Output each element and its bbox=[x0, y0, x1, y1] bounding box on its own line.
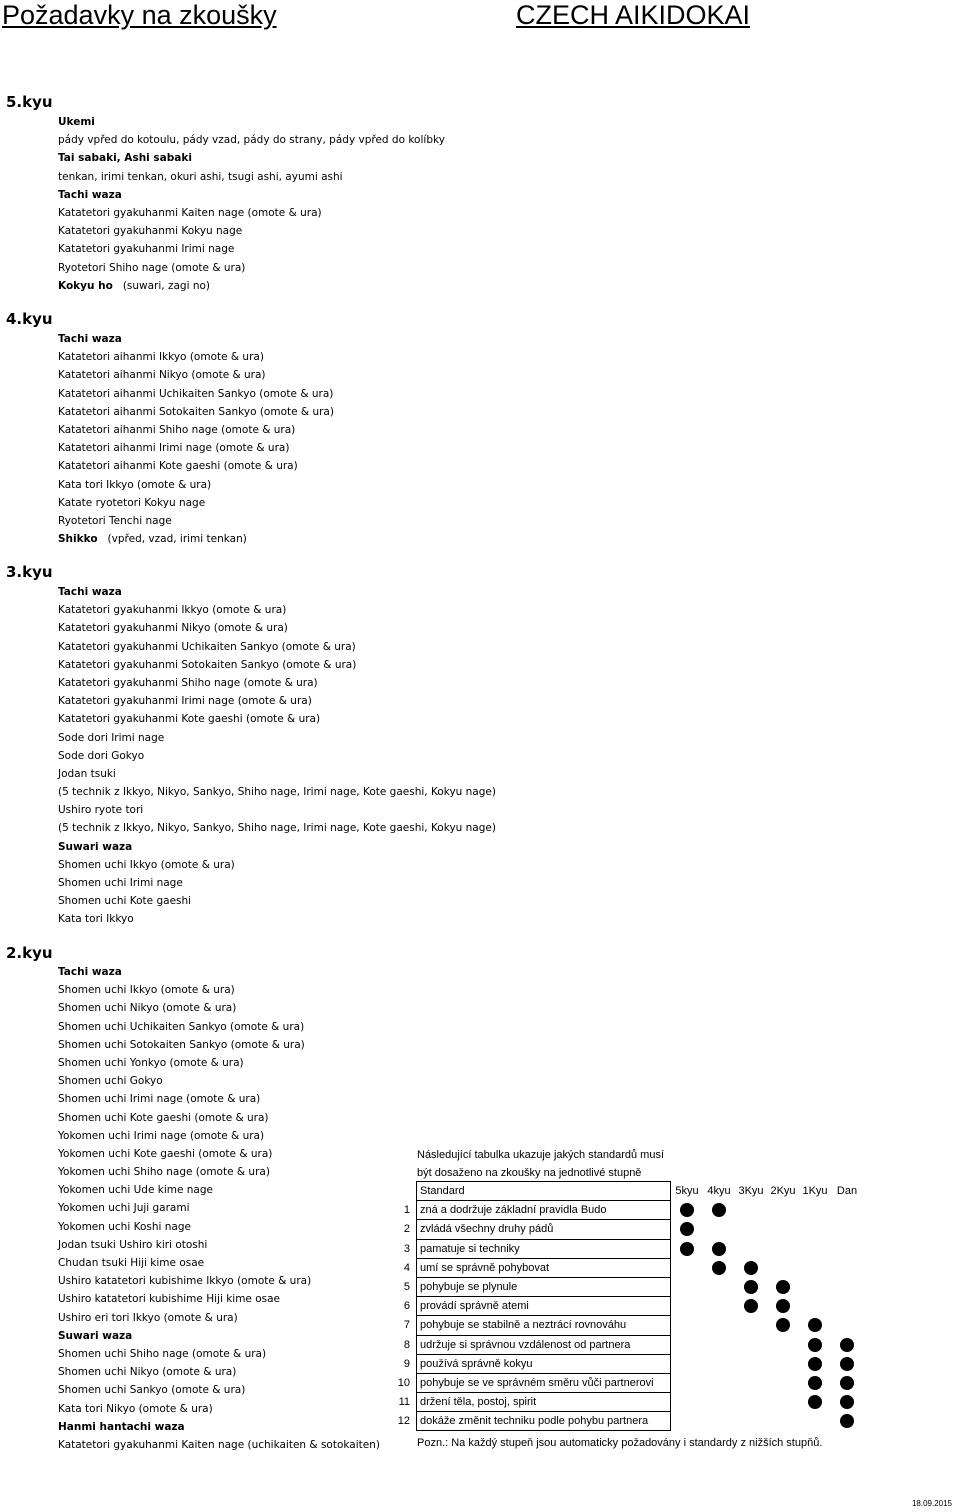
technique-text: Katatetori aihanmi Irimi nage (omote & ura) bbox=[58, 442, 290, 455]
technique-text: Katatetori aihanmi Kote gaeshi (omote & ura) bbox=[58, 460, 298, 473]
level-cell bbox=[671, 1316, 704, 1335]
technique-line bbox=[58, 856, 578, 874]
level-cell bbox=[735, 1277, 767, 1296]
page-header bbox=[0, 0, 960, 40]
technique-text: Katatetori gyakuhanmi Kaiten nage (uchikaiten & sotokaiten) bbox=[58, 1438, 380, 1451]
required-dot-icon bbox=[840, 1376, 854, 1390]
level-cell bbox=[799, 1316, 831, 1335]
standard-text: pohybuje se ve správném směru vůči partnerovi bbox=[417, 1373, 671, 1392]
technique-text: Sode dori Irimi nage bbox=[58, 731, 165, 744]
level-cell bbox=[767, 1335, 799, 1354]
level-cell bbox=[735, 1258, 767, 1277]
technique-text: Ushiro katatetori kubishime Ikkyo (omote & ura) bbox=[58, 1275, 312, 1288]
level-cell bbox=[735, 1201, 767, 1220]
level-cell bbox=[703, 1316, 735, 1335]
level-cell bbox=[671, 1412, 704, 1431]
level-cell bbox=[799, 1220, 831, 1239]
technique-text: Jodan tsuki bbox=[58, 767, 116, 780]
technique-text: Katatetori gyakuhanmi Kote gaeshi (omote & ura) bbox=[58, 713, 321, 726]
level-cell bbox=[703, 1220, 735, 1239]
level-cell bbox=[671, 1277, 704, 1296]
footer-date: 18.09.2015 bbox=[911, 1499, 952, 1508]
level-cell bbox=[671, 1335, 704, 1354]
required-dot-icon bbox=[744, 1261, 758, 1275]
standard-number: 7 bbox=[403, 1319, 410, 1332]
standard-text: zná a dodržuje základní pravidla Budo bbox=[417, 1201, 671, 1220]
required-dot-icon bbox=[712, 1242, 726, 1256]
level-cell bbox=[799, 1354, 831, 1373]
level-cell bbox=[799, 1239, 831, 1258]
technique-line bbox=[58, 348, 578, 366]
technique-text: Chudan tsuki Hiji kime osae bbox=[58, 1257, 205, 1269]
technique-text: Shomen uchi Gokyo bbox=[58, 1075, 163, 1088]
level-cell bbox=[767, 1258, 799, 1277]
technique-line bbox=[58, 674, 578, 692]
kyu-label-4: 4.kyu bbox=[6, 310, 53, 328]
standards-table bbox=[393, 1181, 864, 1431]
standard-text: držení těla, postoj, spirit bbox=[417, 1393, 671, 1412]
standard-text: pamatuje si techniky bbox=[417, 1239, 671, 1258]
technique-heading bbox=[58, 277, 578, 295]
level-cell bbox=[831, 1316, 863, 1335]
technique-text: Katatetori gyakuhanmi Irimi nage (omote & ura) bbox=[58, 695, 312, 708]
level-cell bbox=[735, 1354, 767, 1373]
technique-line bbox=[58, 710, 578, 728]
level-cell bbox=[831, 1393, 863, 1412]
standards-header-label: Standard bbox=[417, 1182, 671, 1201]
technique-line bbox=[58, 366, 578, 384]
level-cell bbox=[671, 1220, 704, 1239]
technique-heading bbox=[58, 583, 578, 601]
technique-line bbox=[58, 619, 578, 637]
level-cell bbox=[799, 1277, 831, 1296]
level-cell bbox=[767, 1412, 799, 1431]
technique-text: Shomen uchi Uchikaiten Sankyo (omote & ura) bbox=[58, 1020, 305, 1033]
technique-text: Yokomen uchi Irimi nage (omote & ura) bbox=[58, 1129, 265, 1142]
technique-text: (5 technik z Ikkyo, Nikyo, Sankyo, Shiho nage, Irimi nage, Kote gaeshi, Kokyu nage) bbox=[58, 786, 496, 799]
technique-heading bbox=[58, 838, 578, 856]
technique-line bbox=[58, 874, 578, 892]
kyu-4-techniques bbox=[58, 330, 578, 548]
technique-text: Shomen uchi Sotokaiten Sankyo (omote & ura) bbox=[58, 1038, 305, 1051]
technique-heading bbox=[58, 530, 578, 548]
technique-line bbox=[58, 601, 578, 619]
required-dot-icon bbox=[712, 1203, 726, 1217]
technique-line bbox=[58, 747, 578, 765]
technique-text: Katatetori aihanmi Sotokaiten Sankyo (omote & ura) bbox=[58, 405, 334, 418]
technique-text: Shomen uchi Nikyo (omote & ura) bbox=[58, 1002, 237, 1015]
required-dot-icon bbox=[840, 1338, 854, 1352]
technique-line bbox=[58, 439, 578, 457]
kyu-3-techniques bbox=[58, 583, 578, 929]
technique-text: (5 technik z Ikkyo, Nikyo, Sankyo, Shiho nage, Irimi nage, Kote gaeshi, Kokyu nage) bbox=[58, 822, 496, 835]
technique-text: Tachi waza bbox=[58, 966, 122, 978]
technique-text: Shomen uchi Kote gaeshi (omote & ura) bbox=[58, 1111, 269, 1124]
level-header: 1Kyu bbox=[802, 1185, 828, 1198]
standard-row bbox=[393, 1412, 863, 1431]
technique-line bbox=[58, 656, 578, 674]
level-cell bbox=[735, 1220, 767, 1239]
standard-text: provádí správně atemi bbox=[417, 1297, 671, 1316]
level-cell bbox=[767, 1297, 799, 1316]
technique-text: Katatetori gyakuhanmi Uchikaiten Sankyo (omote & ura) bbox=[58, 640, 356, 653]
level-cell bbox=[703, 1277, 735, 1296]
technique-text: Ushiro ryote tori bbox=[58, 804, 144, 817]
required-dot-icon bbox=[808, 1376, 822, 1390]
technique-line bbox=[58, 801, 578, 819]
technique-extra: (vpřed, vzad, irimi tenkan) bbox=[107, 533, 247, 546]
technique-text: pády vpřed do kotoulu, pády vzad, pády do strany, pády vpřed do kolíbky bbox=[58, 134, 445, 147]
level-cell bbox=[703, 1335, 735, 1354]
technique-text: Shomen uchi Ikkyo (omote & ura) bbox=[58, 858, 235, 871]
technique-text: Kata tori Nikyo (omote & ura) bbox=[58, 1402, 213, 1415]
required-dot-icon bbox=[776, 1318, 790, 1332]
technique-text: Katatetori gyakuhanmi Kokyu nage bbox=[58, 225, 243, 238]
club-name: CZECH AIKIDOKAI bbox=[516, 0, 751, 30]
technique-line bbox=[58, 385, 578, 403]
required-dot-icon bbox=[680, 1242, 694, 1256]
level-cell bbox=[671, 1354, 704, 1373]
technique-text: Shomen uchi Irimi nage bbox=[58, 877, 183, 889]
technique-line bbox=[58, 259, 578, 277]
technique-text: Yokomen uchi Shiho nage (omote & ura) bbox=[58, 1166, 270, 1179]
required-dot-icon bbox=[808, 1338, 822, 1352]
level-cell bbox=[799, 1201, 831, 1220]
level-cell bbox=[735, 1412, 767, 1431]
standards-body bbox=[393, 1201, 863, 1431]
required-dot-icon bbox=[680, 1203, 694, 1217]
technique-text: Ryotetori Shiho nage (omote & ura) bbox=[58, 261, 246, 274]
standards-intro bbox=[417, 1146, 664, 1182]
technique-text: Shomen uchi Sankyo (omote & ura) bbox=[58, 1384, 246, 1397]
technique-text: Shomen uchi Shiho nage (omote & ura) bbox=[58, 1347, 267, 1360]
level-header: 3Kyu bbox=[738, 1185, 764, 1198]
technique-line bbox=[58, 494, 578, 512]
standard-text: udržuje si správnou vzdálenost od partnera bbox=[417, 1335, 671, 1354]
required-dot-icon bbox=[744, 1280, 758, 1294]
standards-footnote: Pozn.: Na každý stupeň jsou automaticky požadovány i standardy z nižších stupňů. bbox=[417, 1437, 823, 1449]
standard-number: 2 bbox=[403, 1223, 410, 1236]
technique-text: Shomen uchi Kote gaeshi bbox=[58, 895, 192, 908]
technique-text: Yokomen uchi Ude kime nage bbox=[58, 1184, 213, 1197]
level-cell bbox=[831, 1258, 863, 1277]
level-cell bbox=[799, 1258, 831, 1277]
technique-text: Katatetori gyakuhanmi Irimi nage bbox=[58, 243, 235, 256]
level-header: 4kyu bbox=[707, 1185, 731, 1198]
kyu-label-3: 3.kyu bbox=[6, 563, 53, 581]
standard-number: 5 bbox=[403, 1281, 410, 1294]
level-cell bbox=[767, 1220, 799, 1239]
level-cell bbox=[831, 1239, 863, 1258]
technique-line bbox=[58, 1072, 578, 1090]
level-cell bbox=[735, 1297, 767, 1316]
level-cell bbox=[831, 1220, 863, 1239]
standard-text: umí se správně pohybovat bbox=[417, 1258, 671, 1277]
technique-line bbox=[58, 204, 578, 222]
technique-heading bbox=[58, 113, 578, 131]
required-dot-icon bbox=[776, 1280, 790, 1294]
technique-extra: (suwari, zagi no) bbox=[122, 279, 211, 292]
required-dot-icon bbox=[840, 1357, 854, 1371]
technique-text: Kata tori Ikkyo (omote & ura) bbox=[58, 478, 212, 491]
required-dot-icon bbox=[808, 1357, 822, 1371]
technique-line bbox=[58, 910, 578, 928]
technique-text: Yokomen uchi Kote gaeshi (omote & ura) bbox=[58, 1147, 273, 1160]
technique-text: Shomen uchi Yonkyo (omote & ura) bbox=[58, 1056, 244, 1069]
kyu-label-5: 5.kyu bbox=[6, 93, 53, 111]
technique-text: Ryotetori Tenchi nage bbox=[58, 514, 172, 527]
level-cell bbox=[831, 1373, 863, 1392]
kyu-5-techniques bbox=[58, 113, 578, 295]
level-cell bbox=[735, 1335, 767, 1354]
required-dot-icon bbox=[840, 1395, 854, 1409]
technique-line bbox=[58, 240, 578, 258]
technique-line bbox=[58, 783, 578, 801]
standard-row bbox=[393, 1277, 863, 1296]
technique-text: tenkan, irimi tenkan, okuri ashi, tsugi ashi, ayumi ashi bbox=[58, 170, 343, 183]
level-header: 5kyu bbox=[675, 1185, 699, 1198]
technique-line bbox=[58, 1090, 578, 1108]
technique-line bbox=[58, 819, 578, 837]
level-cell bbox=[671, 1239, 704, 1258]
level-cell bbox=[767, 1239, 799, 1258]
technique-line bbox=[58, 403, 578, 421]
technique-text: Kokyu ho bbox=[58, 279, 113, 292]
technique-line bbox=[58, 638, 578, 656]
level-cell bbox=[735, 1316, 767, 1335]
standards-intro-line1: Následující tabulka ukazuje jakých standardů musí bbox=[417, 1149, 665, 1161]
technique-line bbox=[58, 512, 578, 530]
technique-line bbox=[58, 892, 578, 910]
technique-text: Suwari waza bbox=[58, 840, 133, 853]
technique-line bbox=[58, 729, 578, 747]
level-cell bbox=[831, 1412, 863, 1431]
level-cell bbox=[735, 1239, 767, 1258]
level-cell bbox=[799, 1412, 831, 1431]
technique-line bbox=[58, 1127, 578, 1145]
technique-heading bbox=[58, 330, 578, 348]
level-cell bbox=[703, 1258, 735, 1277]
standard-number: 9 bbox=[403, 1357, 410, 1370]
level-cell bbox=[799, 1335, 831, 1354]
standard-number: 1 bbox=[403, 1204, 410, 1217]
technique-heading bbox=[58, 963, 578, 981]
level-cell bbox=[831, 1201, 863, 1220]
standard-row bbox=[393, 1239, 863, 1258]
standard-row bbox=[393, 1335, 863, 1354]
standard-text: pohybuje se stabilně a neztrácí rovnováhu bbox=[417, 1316, 671, 1335]
standard-row bbox=[393, 1316, 863, 1335]
technique-line bbox=[58, 765, 578, 783]
technique-text: Ushiro eri tori Ikkyo (omote & ura) bbox=[58, 1311, 238, 1324]
technique-line bbox=[58, 476, 578, 494]
kyu-label-2: 2.kyu bbox=[6, 944, 53, 962]
standard-number: 8 bbox=[403, 1338, 410, 1351]
level-cell bbox=[703, 1239, 735, 1258]
technique-text: Shomen uchi Nikyo (omote & ura) bbox=[58, 1366, 237, 1379]
standard-number: 3 bbox=[403, 1242, 410, 1255]
technique-line bbox=[58, 1109, 578, 1127]
technique-text: Ukemi bbox=[58, 116, 95, 128]
level-header: 2Kyu bbox=[770, 1185, 796, 1198]
technique-text: Shomen uchi Irimi nage (omote & ura) bbox=[58, 1093, 261, 1106]
standard-text: zvládá všechny druhy pádů bbox=[417, 1220, 671, 1239]
technique-text: Shomen uchi Ikkyo (omote & ura) bbox=[58, 984, 235, 997]
technique-text: Katatetori aihanmi Shiho nage (omote & ura) bbox=[58, 423, 296, 436]
level-cell bbox=[799, 1373, 831, 1392]
level-cell bbox=[831, 1277, 863, 1296]
level-cell bbox=[671, 1297, 704, 1316]
standard-row bbox=[393, 1220, 863, 1239]
technique-text: Katatetori aihanmi Nikyo (omote & ura) bbox=[58, 369, 266, 382]
required-dot-icon bbox=[744, 1299, 758, 1313]
technique-text: Tachi waza bbox=[58, 188, 122, 201]
technique-line bbox=[58, 222, 578, 240]
level-cell bbox=[735, 1393, 767, 1412]
technique-line bbox=[58, 1018, 578, 1036]
technique-text: Yokomen uchi Koshi nage bbox=[58, 1220, 191, 1233]
level-cell bbox=[767, 1373, 799, 1392]
technique-text: Tachi waza bbox=[58, 333, 122, 345]
level-cell bbox=[703, 1412, 735, 1431]
level-cell bbox=[831, 1354, 863, 1373]
level-header: Dan bbox=[836, 1185, 858, 1198]
standard-number: 12 bbox=[397, 1415, 410, 1428]
level-cell bbox=[703, 1354, 735, 1373]
level-cell bbox=[767, 1316, 799, 1335]
level-cell bbox=[703, 1201, 735, 1220]
technique-heading bbox=[58, 186, 578, 204]
level-cell bbox=[703, 1373, 735, 1392]
technique-text: Katatetori gyakuhanmi Sotokaiten Sankyo (omote & ura) bbox=[58, 658, 357, 671]
technique-line bbox=[58, 999, 578, 1017]
level-cell bbox=[671, 1373, 704, 1392]
technique-heading bbox=[58, 149, 578, 167]
technique-text: Katatetori aihanmi Uchikaiten Sankyo (omote & ura) bbox=[58, 387, 334, 400]
technique-line bbox=[58, 692, 578, 710]
standard-number: 6 bbox=[403, 1300, 410, 1313]
standard-number: 10 bbox=[397, 1376, 410, 1389]
technique-text: Suwari waza bbox=[58, 1329, 133, 1342]
standard-text: dokáže změnit techniku podle pohybu partnera bbox=[417, 1412, 671, 1431]
technique-line bbox=[58, 457, 578, 475]
level-cell bbox=[767, 1393, 799, 1412]
technique-text: Ushiro katatetori kubishime Hiji kime osae bbox=[58, 1293, 281, 1306]
level-cell bbox=[767, 1277, 799, 1296]
level-cell bbox=[831, 1297, 863, 1316]
technique-text: Katate ryotetori Kokyu nage bbox=[58, 496, 206, 509]
level-cell bbox=[767, 1201, 799, 1220]
technique-line bbox=[58, 1054, 578, 1072]
standard-number: 11 bbox=[398, 1396, 410, 1409]
technique-line bbox=[58, 421, 578, 439]
required-dot-icon bbox=[808, 1318, 822, 1332]
technique-line bbox=[58, 981, 578, 999]
level-cell bbox=[703, 1297, 735, 1316]
technique-text: Hanmi hantachi waza bbox=[58, 1420, 185, 1433]
standard-text: používá správně kokyu bbox=[417, 1354, 671, 1373]
technique-text: Sode dori Gokyo bbox=[58, 749, 145, 762]
standards-header-num bbox=[393, 1182, 417, 1201]
required-dot-icon bbox=[776, 1299, 790, 1313]
standard-row bbox=[393, 1354, 863, 1373]
technique-text: Katatetori aihanmi Ikkyo (omote & ura) bbox=[58, 351, 264, 364]
technique-line bbox=[58, 168, 578, 186]
level-cell bbox=[767, 1354, 799, 1373]
standard-row bbox=[393, 1393, 863, 1412]
technique-text: Yokomen uchi Juji garami bbox=[58, 1202, 190, 1215]
standard-row bbox=[393, 1258, 863, 1277]
required-dot-icon bbox=[840, 1414, 854, 1428]
level-cell bbox=[671, 1393, 704, 1412]
required-dot-icon bbox=[808, 1395, 822, 1409]
technique-text: Katatetori gyakuhanmi Shiho nage (omote & ura) bbox=[58, 676, 318, 689]
technique-text: Tachi waza bbox=[58, 586, 122, 598]
technique-text: Shikko bbox=[58, 533, 98, 546]
technique-text: Kata tori Ikkyo bbox=[58, 913, 134, 926]
standards-header-row bbox=[393, 1182, 863, 1201]
technique-line bbox=[58, 1036, 578, 1054]
technique-text: Katatetori gyakuhanmi Nikyo (omote & ura) bbox=[58, 622, 288, 635]
technique-text: Katatetori gyakuhanmi Ikkyo (omote & ura) bbox=[58, 604, 287, 617]
standard-row bbox=[393, 1373, 863, 1392]
standard-row bbox=[393, 1297, 863, 1316]
level-cell bbox=[735, 1373, 767, 1392]
required-dot-icon bbox=[712, 1261, 726, 1275]
level-cell bbox=[799, 1393, 831, 1412]
level-cell bbox=[703, 1393, 735, 1412]
level-cell bbox=[799, 1297, 831, 1316]
level-cell bbox=[831, 1335, 863, 1354]
technique-text: Tai sabaki, Ashi sabaki bbox=[58, 152, 192, 165]
standard-row bbox=[393, 1201, 863, 1220]
standard-text: pohybuje se plynule bbox=[417, 1277, 671, 1296]
level-cell bbox=[671, 1258, 704, 1277]
technique-line bbox=[58, 131, 578, 149]
required-dot-icon bbox=[680, 1222, 694, 1236]
technique-text: Jodan tsuki Ushiro kiri otoshi bbox=[58, 1238, 208, 1251]
technique-text: Katatetori gyakuhanmi Kaiten nage (omote & ura) bbox=[58, 206, 322, 219]
standards-intro-line2: být dosaženo na zkoušky na jednotlivé stupně bbox=[417, 1167, 642, 1179]
standard-number: 4 bbox=[403, 1261, 410, 1274]
page-title: Požadavky na zkoušky bbox=[2, 0, 277, 30]
level-cell bbox=[671, 1201, 704, 1220]
